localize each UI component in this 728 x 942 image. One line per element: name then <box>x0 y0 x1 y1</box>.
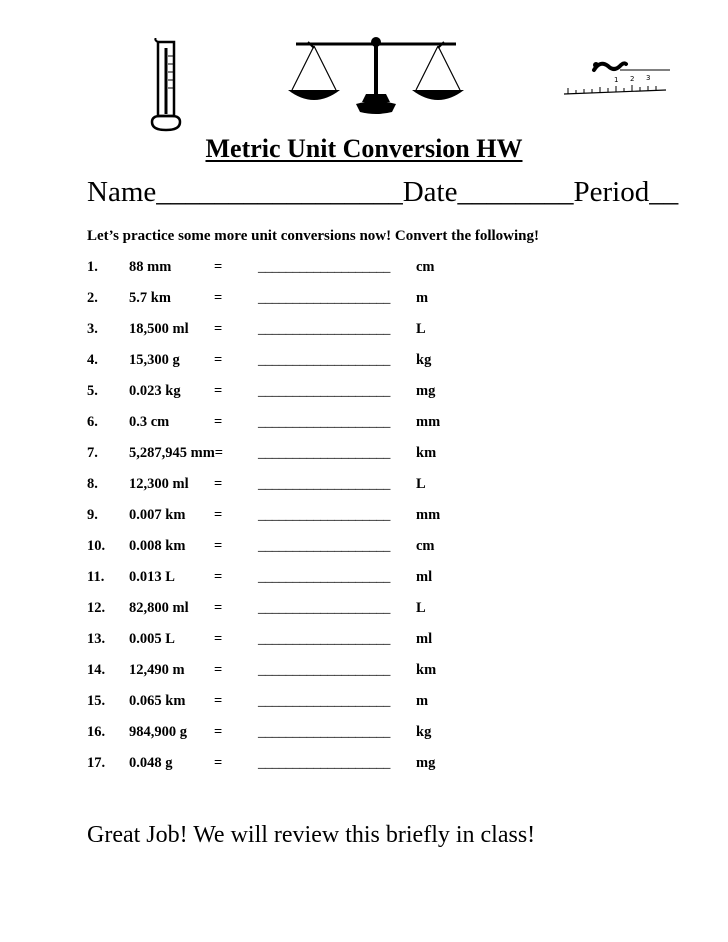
problem-row <box>87 321 647 352</box>
answer-blank[interactable]: ___________________ <box>258 352 391 368</box>
target-unit: km <box>416 445 437 461</box>
problem-number: 2. <box>87 290 98 306</box>
equals-sign: = <box>214 538 223 554</box>
problem-row <box>87 538 647 569</box>
problem-row <box>87 755 647 786</box>
problem-row <box>87 290 647 321</box>
problem-quantity: 12,300 ml <box>129 476 189 492</box>
answer-blank[interactable]: ___________________ <box>258 321 391 337</box>
page-title: Metric Unit Conversion HW <box>205 134 523 163</box>
name-date-period-line: Name_________________Date________Period__ <box>87 176 679 208</box>
answer-blank[interactable]: ___________________ <box>258 507 391 523</box>
equals-sign: = <box>214 476 223 492</box>
equals-sign: = <box>214 259 223 275</box>
problem-quantity: 5.7 km <box>129 290 171 306</box>
problem-quantity: 12,490 m <box>129 662 185 678</box>
instructions: Let’s practice some more unit conversions now! Convert the following! <box>87 228 540 244</box>
target-unit: L <box>416 600 426 616</box>
balance-scale-icon <box>286 32 466 118</box>
answer-blank[interactable]: ___________________ <box>258 662 391 678</box>
problem-row <box>87 259 647 290</box>
target-unit: mm <box>416 414 441 430</box>
answer-blank[interactable]: ___________________ <box>258 259 391 275</box>
problem-number: 3. <box>87 321 98 337</box>
problem-row <box>87 414 647 445</box>
answer-blank[interactable]: ___________________ <box>258 538 391 554</box>
problem-quantity: 0.3 cm <box>129 414 170 430</box>
problem-row <box>87 600 647 631</box>
problem-row <box>87 569 647 600</box>
equals-sign: = <box>214 662 223 678</box>
answer-blank[interactable]: ___________________ <box>258 290 391 306</box>
graduated-cylinder-icon <box>146 38 186 134</box>
problem-quantity: 0.008 km <box>129 538 186 554</box>
answer-blank[interactable]: ___________________ <box>258 755 391 771</box>
target-unit: mm <box>416 507 441 523</box>
problem-row <box>87 352 647 383</box>
problem-number: 9. <box>87 507 98 523</box>
answer-blank[interactable]: ___________________ <box>258 631 391 647</box>
target-unit: L <box>416 476 426 492</box>
problem-row <box>87 693 647 724</box>
equals-sign: = <box>214 352 223 368</box>
answer-blank[interactable]: ___________________ <box>258 724 391 740</box>
equals-sign: = <box>214 383 223 399</box>
problem-number: 10. <box>87 538 106 554</box>
problem-row <box>87 445 647 476</box>
target-unit: kg <box>416 352 432 368</box>
ruler-tick-label: 3 <box>646 74 651 82</box>
problem-quantity: 0.023 kg <box>129 383 181 399</box>
problem-number: 15. <box>87 693 106 709</box>
problem-number: 13. <box>87 631 106 647</box>
problem-number: 5. <box>87 383 98 399</box>
problem-number: 6. <box>87 414 98 430</box>
ruler-with-worm-icon <box>560 52 672 102</box>
problem-row <box>87 631 647 662</box>
problem-quantity: 0.013 L <box>129 569 175 585</box>
equals-sign: = <box>214 290 223 306</box>
target-unit: m <box>416 290 429 306</box>
problem-quantity: 18,500 ml <box>129 321 189 337</box>
problem-quantity: 0.048 g <box>129 755 173 771</box>
problem-number: 12. <box>87 600 106 616</box>
answer-blank[interactable]: ___________________ <box>258 414 391 430</box>
answer-blank[interactable]: ___________________ <box>258 445 391 461</box>
closing-message: Great Job! We will review this briefly in class! <box>87 822 536 848</box>
target-unit: cm <box>416 259 435 275</box>
target-unit: m <box>416 693 429 709</box>
target-unit: mg <box>416 755 436 771</box>
problem-row <box>87 476 647 507</box>
answer-blank[interactable]: ___________________ <box>258 569 391 585</box>
problem-list <box>87 259 647 786</box>
equals-sign: = <box>214 693 223 709</box>
target-unit: kg <box>416 724 432 740</box>
problem-row <box>87 662 647 693</box>
problem-quantity: 984,900 g <box>129 724 187 740</box>
problem-number: 11. <box>87 569 105 585</box>
ruler-tick-label: 2 <box>630 75 635 83</box>
target-unit: ml <box>416 569 433 585</box>
problem-row <box>87 507 647 538</box>
problem-quantity: 15,300 g <box>129 352 180 368</box>
answer-blank[interactable]: ___________________ <box>258 383 391 399</box>
equals-sign: = <box>214 321 223 337</box>
equals-sign: = <box>214 755 223 771</box>
problem-row <box>87 724 647 755</box>
problem-row <box>87 383 647 414</box>
problem-quantity: 88 mm <box>129 259 172 275</box>
problem-quantity: 5,287,945 mm= <box>129 445 224 461</box>
problem-number: 1. <box>87 259 98 275</box>
problem-number: 8. <box>87 476 98 492</box>
problem-quantity: 0.065 km <box>129 693 186 709</box>
problem-number: 16. <box>87 724 106 740</box>
target-unit: km <box>416 662 437 678</box>
ruler-tick-label: 1 <box>614 76 619 84</box>
problem-quantity: 0.007 km <box>129 507 186 523</box>
equals-sign: = <box>214 600 223 616</box>
target-unit: ml <box>416 631 433 647</box>
problem-number: 7. <box>87 445 98 461</box>
problem-number: 4. <box>87 352 98 368</box>
problem-number: 17. <box>87 755 106 771</box>
problem-quantity: 0.005 L <box>129 631 175 647</box>
equals-sign: = <box>214 569 223 585</box>
problem-number: 14. <box>87 662 106 678</box>
target-unit: cm <box>416 538 435 554</box>
equals-sign: = <box>214 724 223 740</box>
equals-sign: = <box>214 631 223 647</box>
answer-blank[interactable]: ___________________ <box>258 693 391 709</box>
answer-blank[interactable]: ___________________ <box>258 476 391 492</box>
equals-sign: = <box>214 507 223 523</box>
target-unit: mg <box>416 383 436 399</box>
answer-blank[interactable]: ___________________ <box>258 600 391 616</box>
target-unit: L <box>416 321 426 337</box>
problem-quantity: 82,800 ml <box>129 600 189 616</box>
equals-sign: = <box>214 414 223 430</box>
